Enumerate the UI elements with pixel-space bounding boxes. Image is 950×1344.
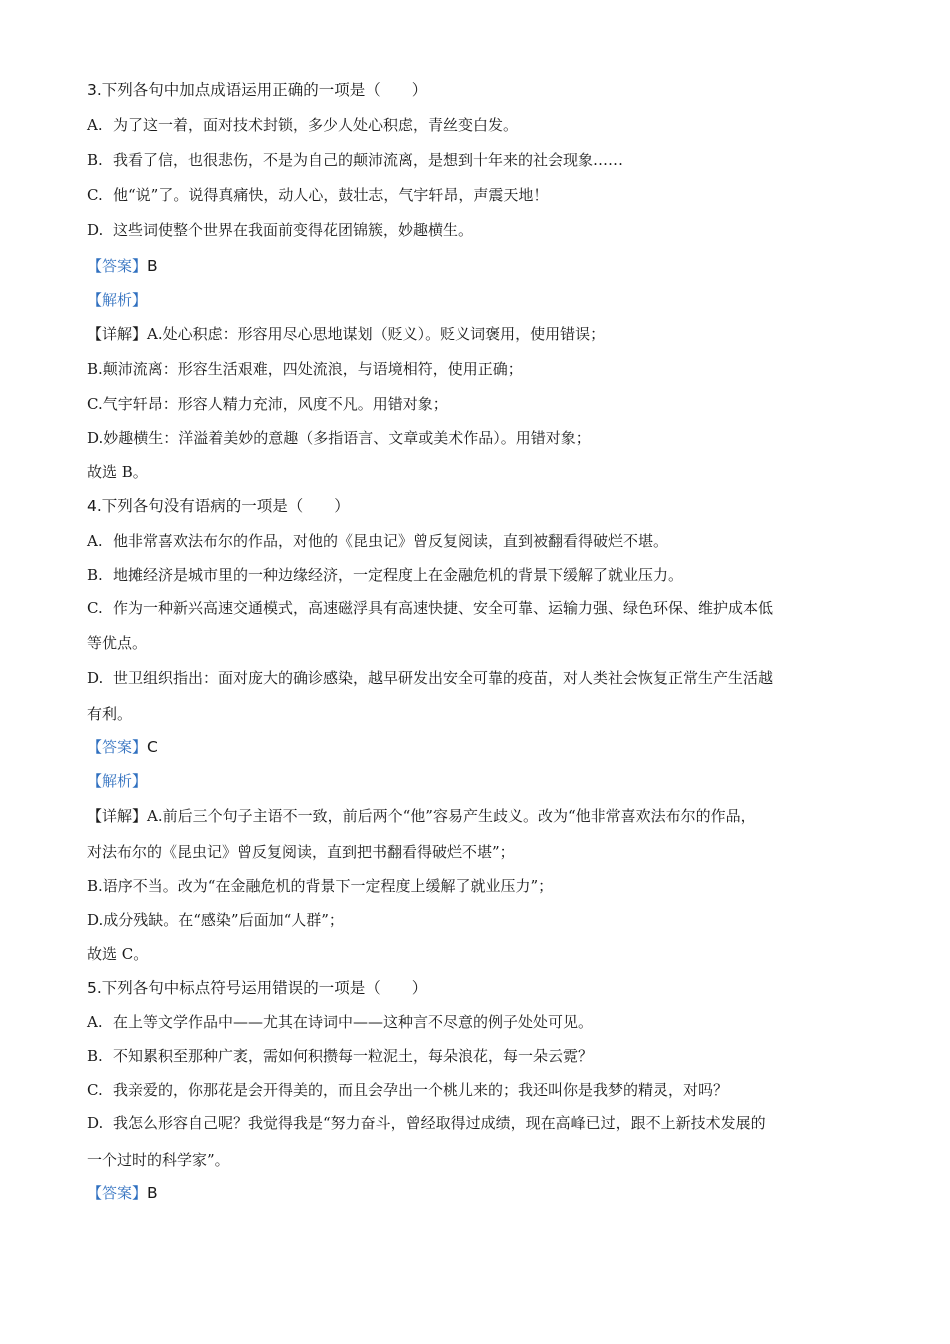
q4-option-b — [87, 565, 683, 585]
q5-option-d — [87, 1113, 766, 1133]
option-letter: C. — [87, 599, 103, 617]
option-letter: B. — [87, 151, 103, 169]
option-text: 作为一种新兴高速交通模式，高速磁浮具有高速快捷、安全可靠、运输力强、绿色环保、维护成本低 — [113, 599, 774, 617]
q5-answer — [87, 1183, 158, 1203]
option-text: 在上等文学作品中——尤其在诗词中——这种言不尽意的例子处处可见。 — [113, 1013, 594, 1031]
answer-value: B — [147, 257, 158, 275]
option-text: 我亲爱的，你那花是会开得美的，而且会孕出一个桃儿来的；我还叫你是我梦的精灵，对吗？ — [113, 1081, 729, 1099]
q4-option-c — [87, 598, 773, 618]
option-text: 为了这一着，面对技术封锁，多少人处心积虑，青丝变白发。 — [113, 116, 519, 134]
q3-analysis-tag: 【解析】 — [87, 291, 148, 309]
option-letter: C. — [87, 186, 103, 204]
q5-option-d-cont: 一个过时的科学家”。 — [87, 1151, 230, 1169]
q3-detail-line: D.妙趣横生：洋溢着美妙的意趣（多指语言、文章或美术作品）。用错对象； — [87, 429, 591, 447]
option-text: 地摊经济是城市里的一种边缘经济，一定程度上在金融危机的背景下缓解了就业压力。 — [113, 566, 684, 584]
option-text: 这些词使整个世界在我面前变得花团锦簇，妙趣横生。 — [113, 221, 474, 239]
option-text: 他非常喜欢法布尔的作品，对他的《昆虫记》曾反复阅读，直到被翻看得破烂不堪。 — [113, 532, 669, 550]
option-letter: A. — [87, 1013, 103, 1031]
q4-option-c-cont: 等优点。 — [87, 634, 148, 652]
answer-tag: 【答案】 — [87, 738, 148, 756]
q4-option-d — [87, 668, 773, 688]
question-number: 4. — [87, 497, 102, 515]
option-text: 我怎么形容自己呢？我觉得我是“努力奋斗，曾经取得过成绩，现在高峰已过，跟不上新技术发展的 — [113, 1114, 766, 1132]
option-text: 不知累积至那种广袤，需如何积攒每一粒泥土，每朵浪花，每一朵云霓？ — [113, 1047, 594, 1065]
answer-tag: 【答案】 — [87, 257, 148, 275]
q3-detail-line: 【详解】A.处心积虑：形容用尽心思地谋划（贬义）。贬义词褒用，使用错误； — [87, 325, 606, 343]
question-3-stem — [87, 80, 427, 100]
question-number: 5. — [87, 979, 102, 997]
q5-option-b — [87, 1046, 593, 1066]
q3-detail-line: C.气宇轩昂：形容人精力充沛，风度不凡。用错对象； — [87, 395, 448, 413]
q5-option-a — [87, 1012, 593, 1032]
option-letter: A. — [87, 116, 103, 134]
q4-detail-line: 对法布尔的《昆虫记》曾反复阅读，直到把书翻看得破烂不堪”； — [87, 843, 515, 861]
option-letter: D. — [87, 669, 104, 687]
option-text: 世卫组织指出：面对庞大的确诊感染，越早研发出安全可靠的疫苗，对人类社会恢复正常生产生活越 — [113, 669, 774, 687]
q5-option-c — [87, 1080, 728, 1100]
option-text: 我看了信，也很悲伤，不是为自己的颠沛流离，是想到十年来的社会现象…… — [113, 151, 624, 169]
answer-value: C — [147, 738, 158, 756]
q4-answer — [87, 737, 158, 757]
detail-tag: 【详解】 — [87, 807, 148, 825]
option-letter: C. — [87, 1081, 103, 1099]
q4-analysis-tag: 【解析】 — [87, 772, 148, 790]
q3-option-b — [87, 150, 623, 170]
question-number: 3. — [87, 81, 102, 99]
option-letter: D. — [87, 221, 104, 239]
option-text: 他“说”了。说得真痛快，动人心，鼓壮志，气宇轩昂，声震天地！ — [113, 186, 549, 204]
q3-option-a — [87, 115, 518, 135]
q4-option-d-cont: 有利。 — [87, 705, 133, 723]
question-text: 下列各句中标点符号运用错误的一项是（ ） — [101, 979, 428, 997]
q3-detail-line: 故选 B。 — [87, 463, 148, 481]
q4-detail-line: B.语序不当。改为“在金融危机的背景下一定程度上缓解了就业压力”； — [87, 877, 554, 895]
question-5-stem — [87, 978, 427, 998]
q4-detail-line: D.成分残缺。在“感染”后面加“人群”； — [87, 911, 344, 929]
q3-answer — [87, 256, 158, 276]
q4-detail-line: 【详解】A.前后三个句子主语不一致，前后两个“他”容易产生歧义。改为“他非常喜欢法布尔的作品， — [87, 807, 756, 825]
q3-option-c — [87, 185, 548, 205]
option-letter: B. — [87, 1047, 103, 1065]
detail-tag: 【详解】 — [87, 325, 148, 343]
question-text: 下列各句中加点成语运用正确的一项是（ ） — [101, 81, 428, 99]
q4-detail-line: 故选 C。 — [87, 945, 149, 963]
q3-detail-line: B.颠沛流离：形容生活艰难，四处流浪，与语境相符，使用正确； — [87, 360, 523, 378]
question-4-stem — [87, 496, 350, 516]
q4-option-a — [87, 531, 668, 551]
option-letter: D. — [87, 1114, 104, 1132]
option-letter: B. — [87, 566, 103, 584]
question-text: 下列各句没有语病的一项是（ ） — [101, 497, 350, 515]
answer-value: B — [147, 1184, 158, 1202]
answer-tag: 【答案】 — [87, 1184, 148, 1202]
q3-option-d — [87, 220, 473, 240]
option-letter: A. — [87, 532, 103, 550]
